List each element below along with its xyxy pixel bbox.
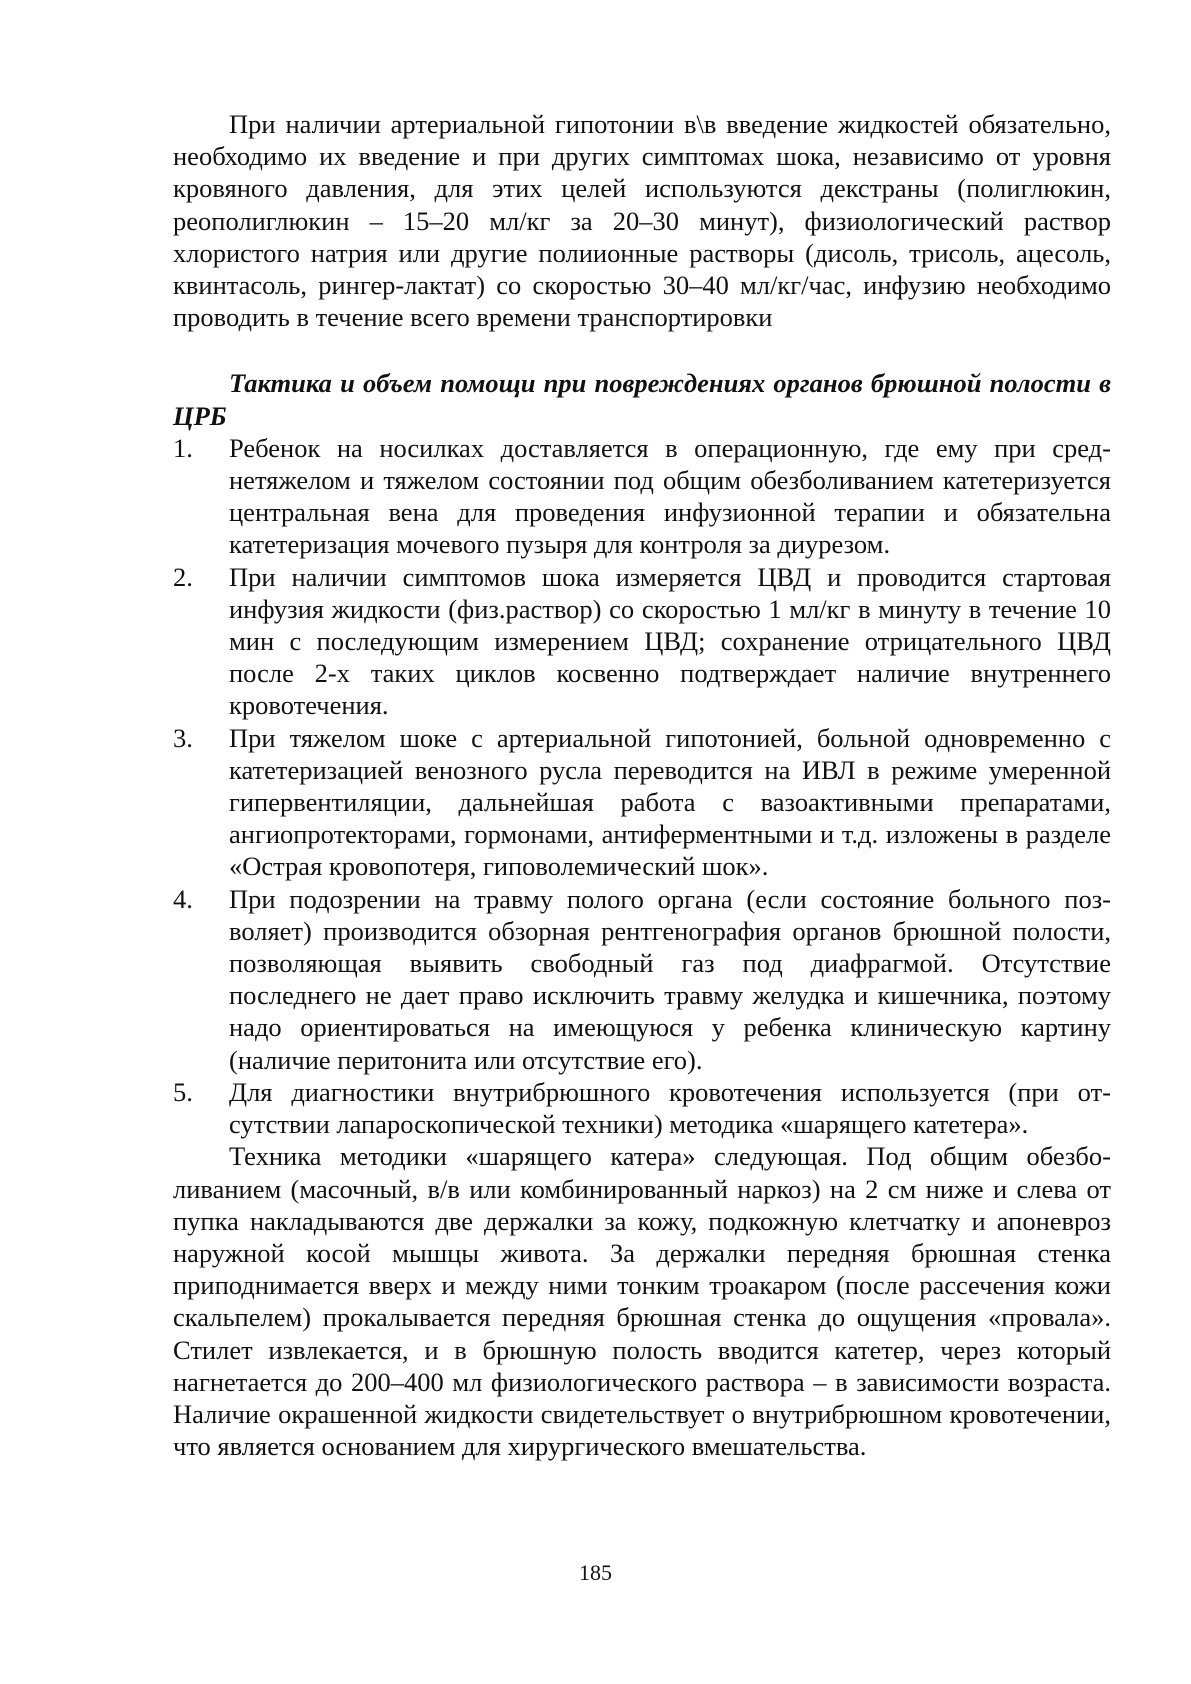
list-item-number: 1. <box>173 432 193 463</box>
list-item <box>173 722 1111 883</box>
list-item-text: Ребенок на носилках доставляется в операционную, где ему при среднетяжелом и тяжелом состоянии под общим обезболиванием катетеризуется центральная вена для проведения инфузионной терапии и обязательна катетеризация мочевого пузыря для контроля за диурезом. <box>229 432 1111 560</box>
section-heading: Тактика и объем помощи при повреждениях органов брюшной полости в ЦРБ <box>173 368 1111 431</box>
list-item-number: 3. <box>173 722 193 753</box>
list-item <box>173 883 1111 1076</box>
list-item-text: Для диагностики внутрибрюшного кровотечения используется (при отсутствии лапароскопической техники) методика «шарящего катетера». <box>229 1076 1111 1140</box>
list-item-number: 5. <box>173 1076 193 1107</box>
list-item <box>173 561 1111 722</box>
steps-list <box>173 432 1111 1140</box>
list-item-text: При наличии симптомов шока измеряется ЦВД и проводится стартовая инфузия жидкости (физ.раствор) со скоростью 1 мл/кг в минуту в течение 10 мин с последующим измерением ЦВД; сохранение отрицательного ЦВД после 2-х таких циклов косвенно подтверждает наличие внутреннего кровотечения. <box>229 561 1111 721</box>
intro-paragraph: При наличии артериальной гипотонии в\в введение жидкостей обязательно, необходимо их введение и при других симптомах шока, независимо от уровня кровяного давления, для этих целей используются декстраны (полиглюкин, реополиглюкин – 15–20 мл/кг за 20–30 минут), физиологический раствор хлористого натрия или другие полиионные растворы (дисоль, трисоль, ацесоль, квинтасоль, рингер-лактат) со скоростью 30–40 мл/кг/час, инфузию необходимо проводить в течение всего времени транспортировки <box>173 109 1111 333</box>
technique-paragraph: Техника методики «шарящего катера» следующая. Под общим обезболиванием (масочный, в/в или комбинированный наркоз) на 2 см ниже и слева от пупка накладываются две держалки за кожу, подкожную клетчатку и апоневроз наружной косой мышцы живота. За держалки передняя брюшная стенка приподнимается вверх и между ними тонким троакаром (после рассечения кожи скальпелем) прокалывается передняя брюшная стенка до ощущения «провала». Стилет извлекается, и в брюшную полость вводится катетер, через который нагнетается до 200–400 мл физиологического раствора – в зависимости возраста. Наличие окрашенной жидкости свидетельствует о внутрибрюшном кровотечении, что является основанием для хирургического вмешательства. <box>173 1141 1111 1462</box>
list-item-text: При подозрении на травму полого органа (если состояние больного позволяет) производится обзорная рентгенография органов брюшной полости, позволяющая выявить свободный газ под диафрагмой. Отсутствие последнего не дает право исключить травму желудка и кишечника, поэтому надо ориентироваться на имеющуюся у ребенка клиническую картину (наличие перитонита или отсутствие его). <box>229 883 1111 1075</box>
document-page <box>173 108 1111 1462</box>
list-item-number: 4. <box>173 883 193 914</box>
list-item <box>173 432 1111 561</box>
list-item-text: При тяжелом шоке с артериальной гипотонией, больной одновременно с катетеризацией венозного русла переводится на ИВЛ в режиме умеренной гипервентиляции, дальнейшая работа с вазоактивными препаратами, ангиопротекторами, гормонами, антиферментными и т.д. изложены в разделе «Острая кровопотеря, гиповолемический шок». <box>229 722 1111 882</box>
page-number: 185 <box>579 1560 612 1585</box>
list-item-number: 2. <box>173 561 193 592</box>
list-item <box>173 1076 1111 1140</box>
